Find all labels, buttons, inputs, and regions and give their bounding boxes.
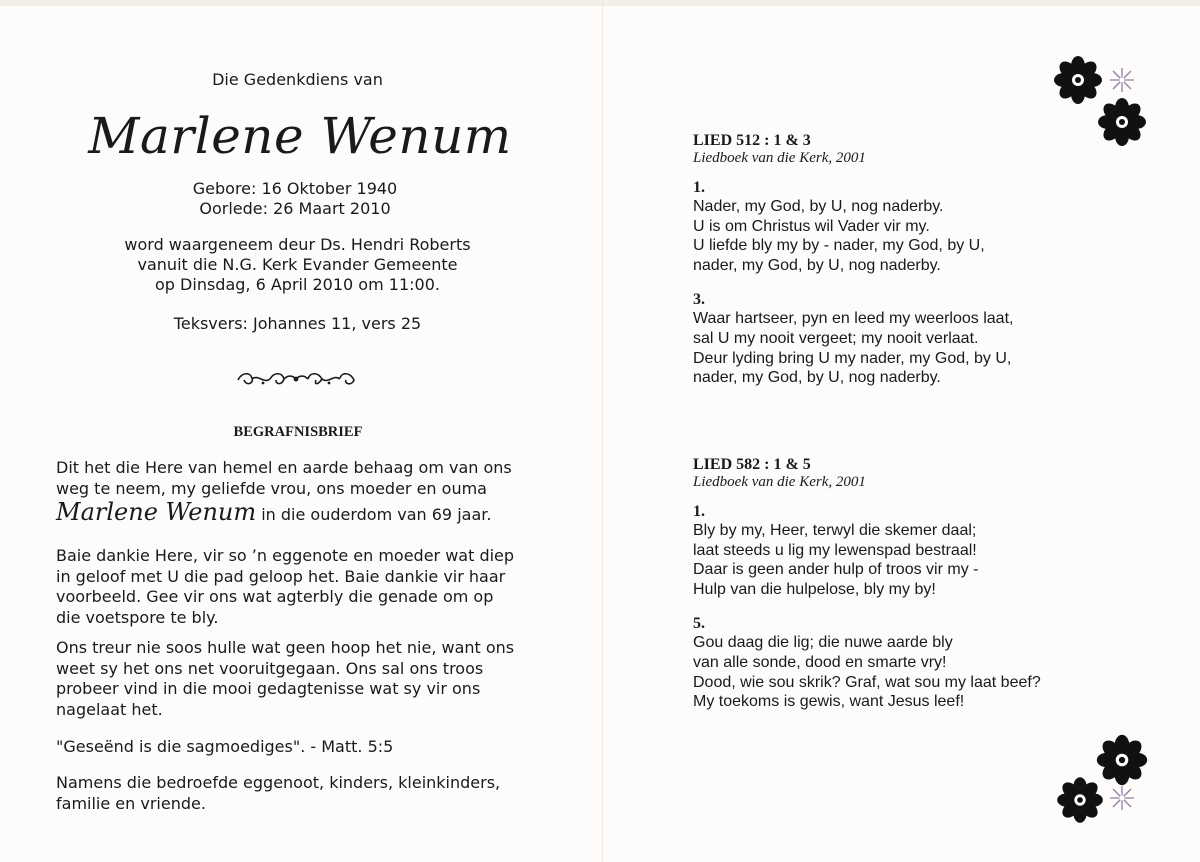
died-line: Oorlede: 26 Maart 2010 [199,199,391,218]
verse-text: Gou daag die lig; die nuwe aarde bly van alle sonde, dood en smarte vry! Dood, wie sou skrik? Graf, wat sou my laat beef? My toekoms is gewis, want Jesus leef! [693,634,1041,711]
closing-paragraph: Namens die bedroefde eggenoot, kinders, kleinkinders, familie en vriende. [56,773,501,813]
deceased-name: Marlene Wenum [88,107,512,165]
paragraph-2: Baie dankie Here, vir so ’n eggenote en moeder wat diep in geloof met U die pad geloop het. Baie dankie vir haar voorbeeld. Gee vir ons wat agterbly die genade om op die voetspore te bly. [56,546,515,627]
verse-number: 5. [693,615,705,633]
verse-text: Nader, my God, by U, nog naderby. U is om Christus wil Vader vir my. U liefde bly my by - nader, my God, by U, nader, my God, by U, nog naderby. [693,198,985,274]
service-line-1: word waargeneem deur Ds. Hendri Roberts [124,235,471,254]
paragraph-1-line-1: Dit het die Here van hemel en aarde behaag om van ons [56,458,512,477]
song-source: Liedboek van die Kerk, 2001 [693,150,866,166]
song-512 [693,132,1113,388]
inline-deceased-name: Marlene Wenum [56,498,257,526]
verse-text: Bly by my, Heer, terwyl die skemer daal; laat steeds u lig my lewenspad bestraal! Daar is geen ander hulp of troos vir my - Hulp van die hulpelose, bly my by! [693,522,979,598]
verse-number: 1. [693,503,705,520]
born-line: Gebore: 16 Oktober 1940 [192,179,398,198]
paragraph-1-tail: in die ouderdom van 69 jaar. [261,505,492,524]
intro-line: Die Gedenkdiens van [212,70,383,89]
paragraph-3: Ons treur nie soos hulle wat geen hoop het nie, want ons weet sy het ons net vooruitgegaan. Ons sal ons troos probeer vind in die mooi gedagtenisse wat sy vir ons nagelaat het. [56,638,515,719]
flower-icon [1050,50,1160,154]
verse-text: Waar hartseer, pyn en leed my weerloos laat, sal U my nooit vergeet; my nooit verlaat. Deur lyding bring U my nader, my God, by U, nader, my God, by U, nog naderby. [693,310,1014,387]
paragraph-1 [56,458,576,526]
verse-number: 3. [693,291,705,309]
service-line-2: vanuit die N.G. Kerk Evander Gemeente [137,255,458,274]
song-title: LIED 582 : 1 & 5 [693,456,811,473]
song-title: LIED 512 : 1 & 3 [693,132,811,149]
scripture-quote: "Geseënd is die sagmoediges". - Matt. 5:5 [56,737,394,756]
text-verse: Teksvers: Johannes 11, vers 25 [173,314,422,333]
section-heading: BEGRAFNISBRIEF [233,424,363,440]
paragraph-1-line-2: weg te neem, my geliefde vrou, ons moeder en ouma [56,478,487,498]
flower-icon [1050,728,1160,842]
verse-number: 1. [693,179,705,196]
page-top-edge [0,0,1200,6]
flourish-divider-icon [232,368,360,394]
page-fold [602,0,603,862]
song-582 [693,456,1113,712]
song-source: Liedboek van die Kerk, 2001 [693,474,866,490]
service-line-3: op Dinsdag, 6 April 2010 om 11:00. [155,275,440,294]
paragraph-1-line-3 [56,498,576,526]
